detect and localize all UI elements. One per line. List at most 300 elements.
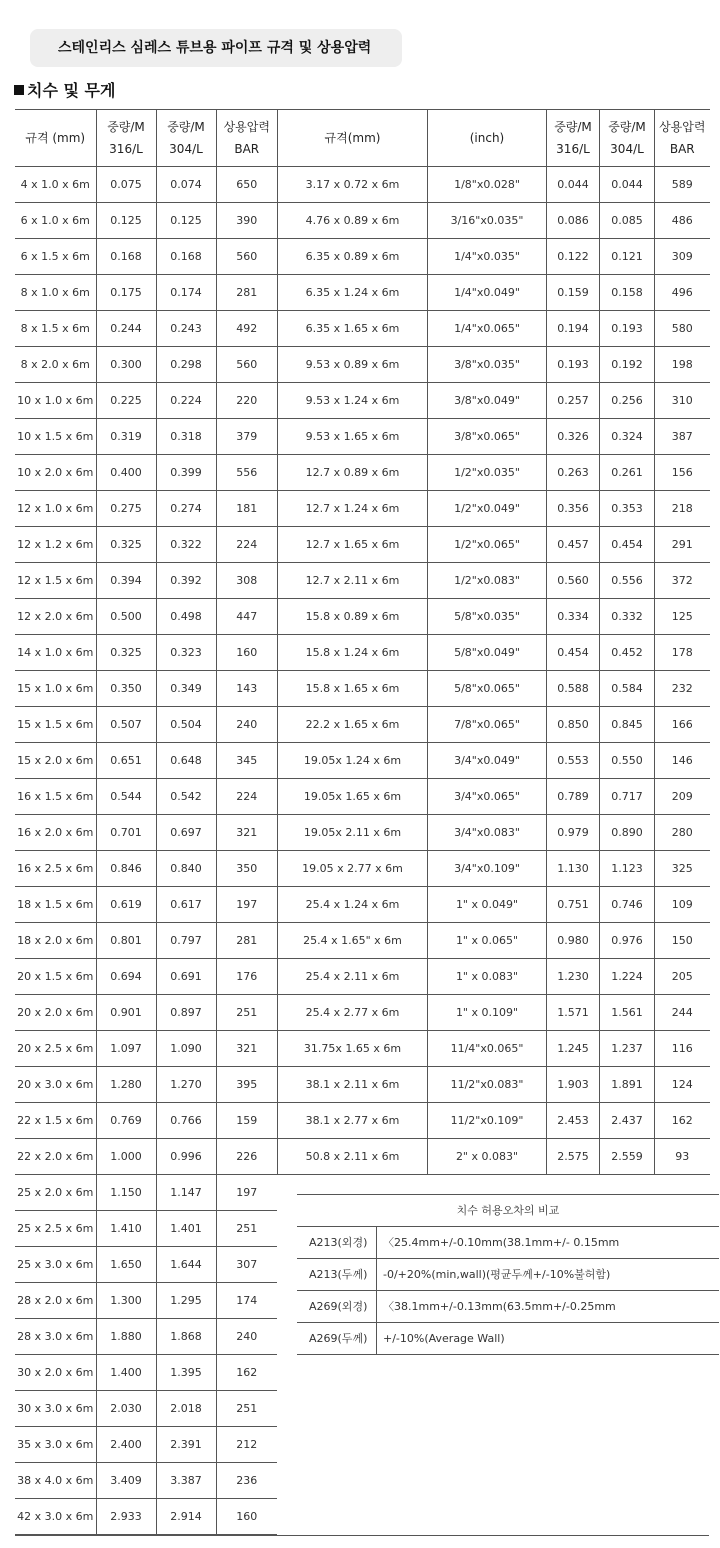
- table-cell: 162: [216, 1355, 277, 1391]
- tolerance-title: 치수 허용오차의 비교: [297, 1194, 719, 1227]
- table-cell: 1/4"x0.049": [428, 275, 547, 311]
- table-cell: 38.1 x 2.77 x 6m: [278, 1103, 428, 1139]
- section-heading: [14, 78, 115, 101]
- table-cell: 226: [216, 1139, 277, 1175]
- table-cell: 387: [655, 419, 710, 455]
- table-cell: 0.086: [547, 203, 600, 239]
- table-row: [278, 347, 710, 383]
- table-row: [15, 743, 277, 779]
- table-cell: 3.409: [96, 1463, 156, 1499]
- table-cell: 0.323: [156, 635, 216, 671]
- table-cell: 0.168: [96, 239, 156, 275]
- table-cell: 1.410: [96, 1211, 156, 1247]
- table-cell: 0.617: [156, 887, 216, 923]
- table-cell: 345: [216, 743, 277, 779]
- table-row: [278, 383, 710, 419]
- table-cell: 50.8 x 2.11 x 6m: [278, 1139, 428, 1175]
- table-cell: 0.648: [156, 743, 216, 779]
- table-row: [15, 1283, 277, 1319]
- table-row: [278, 239, 710, 275]
- table-cell: 5/8"x0.049": [428, 635, 547, 671]
- table-cell: 0.125: [96, 203, 156, 239]
- table-row: [15, 275, 277, 311]
- table-cell: 109: [655, 887, 710, 923]
- table-cell: 0.560: [547, 563, 600, 599]
- table-row: [15, 1211, 277, 1247]
- table-row: [15, 707, 277, 743]
- table-cell: 11/2"x0.109": [428, 1103, 547, 1139]
- table-cell: 321: [216, 815, 277, 851]
- table-cell: 12.7 x 2.11 x 6m: [278, 563, 428, 599]
- table-cell: 166: [655, 707, 710, 743]
- table-row: [278, 815, 710, 851]
- col-header-weight-304l: 중량/M 304/L: [600, 110, 655, 167]
- table-row: [278, 995, 710, 1031]
- table-cell: 1.903: [547, 1067, 600, 1103]
- table-cell: 0.356: [547, 491, 600, 527]
- table-cell: 19.05 x 2.77 x 6m: [278, 851, 428, 887]
- table-cell: 1.097: [96, 1031, 156, 1067]
- table-cell: 25.4 x 2.77 x 6m: [278, 995, 428, 1031]
- col-header-pressure: 상용압력 BAR: [216, 110, 277, 167]
- table-cell: 5/8"x0.035": [428, 599, 547, 635]
- table-row: [15, 815, 277, 851]
- table-cell: 0.324: [600, 419, 655, 455]
- table-row: [15, 959, 277, 995]
- table-cell: 197: [216, 1175, 277, 1211]
- table-cell: 3/4"x0.065": [428, 779, 547, 815]
- table-cell: 0.769: [96, 1103, 156, 1139]
- table-row: [15, 203, 277, 239]
- table-row: [278, 779, 710, 815]
- table-row: [15, 1463, 277, 1499]
- table-cell: 0.399: [156, 455, 216, 491]
- table-cell: 160: [216, 1499, 277, 1535]
- table-cell: 38.1 x 2.11 x 6m: [278, 1067, 428, 1103]
- table-row: [15, 311, 277, 347]
- table-cell: 372: [655, 563, 710, 599]
- table-cell: 0.085: [600, 203, 655, 239]
- table-cell: 16 x 2.0 x 6m: [15, 815, 96, 851]
- table-row: [15, 167, 277, 203]
- table-cell: 31.75x 1.65 x 6m: [278, 1031, 428, 1067]
- table-cell: 1.147: [156, 1175, 216, 1211]
- table-cell: 0.619: [96, 887, 156, 923]
- table-cell: 0.121: [600, 239, 655, 275]
- table-cell: 1" x 0.049": [428, 887, 547, 923]
- tolerance-value: +/-10%(Average Wall): [383, 1332, 505, 1345]
- table-cell: 0.651: [96, 743, 156, 779]
- metric-spec-table: [15, 109, 277, 1535]
- table-cell: 218: [655, 491, 710, 527]
- tolerance-comparison-table: [297, 1194, 719, 1355]
- table-cell: 15 x 1.0 x 6m: [15, 671, 96, 707]
- table-cell: 42 x 3.0 x 6m: [15, 1499, 96, 1535]
- col-header-pressure: 상용압력 BAR: [655, 110, 710, 167]
- table-row: [278, 527, 710, 563]
- table-cell: 156: [655, 455, 710, 491]
- col-header-spec-mm: 규격(mm): [278, 110, 428, 167]
- table-cell: 0.326: [547, 419, 600, 455]
- table-cell: 390: [216, 203, 277, 239]
- table-cell: 1" x 0.109": [428, 995, 547, 1031]
- table-cell: 0.901: [96, 995, 156, 1031]
- table-row: [15, 1139, 277, 1175]
- table-cell: 1.880: [96, 1319, 156, 1355]
- table-cell: 1/2"x0.065": [428, 527, 547, 563]
- table-cell: 22 x 1.5 x 6m: [15, 1103, 96, 1139]
- table-cell: 1.561: [600, 995, 655, 1031]
- table-cell: 0.332: [600, 599, 655, 635]
- table-cell: 0.168: [156, 239, 216, 275]
- table-row: [15, 635, 277, 671]
- table-cell: 1.130: [547, 851, 600, 887]
- table-cell: 0.263: [547, 455, 600, 491]
- table-cell: 0.322: [156, 527, 216, 563]
- table-row: [15, 347, 277, 383]
- table-cell: 0.243: [156, 311, 216, 347]
- table-cell: 251: [216, 1391, 277, 1427]
- table-cell: 1/2"x0.049": [428, 491, 547, 527]
- table-cell: 12.7 x 0.89 x 6m: [278, 455, 428, 491]
- table-row: [15, 491, 277, 527]
- table-header-row: [15, 110, 277, 167]
- table-row: [15, 527, 277, 563]
- table-cell: 0.349: [156, 671, 216, 707]
- table-cell: 0.394: [96, 563, 156, 599]
- table-cell: 0.274: [156, 491, 216, 527]
- table-cell: 12.7 x 1.24 x 6m: [278, 491, 428, 527]
- tolerance-row: [297, 1323, 719, 1355]
- table-cell: 650: [216, 167, 277, 203]
- table-cell: 0.256: [600, 383, 655, 419]
- table-cell: 0.300: [96, 347, 156, 383]
- table-cell: 0.697: [156, 815, 216, 851]
- table-cell: 486: [655, 203, 710, 239]
- table-cell: 0.319: [96, 419, 156, 455]
- table-cell: 224: [216, 779, 277, 815]
- table-cell: 0.224: [156, 383, 216, 419]
- table-cell: 0.751: [547, 887, 600, 923]
- table-row: [278, 419, 710, 455]
- table-row: [278, 311, 710, 347]
- table-cell: 9.53 x 0.89 x 6m: [278, 347, 428, 383]
- table-cell: 240: [216, 707, 277, 743]
- table-cell: 0.074: [156, 167, 216, 203]
- tolerance-value: 〈38.1mm+/-0.13mm(63.5mm+/-0.25mm: [383, 1300, 616, 1313]
- table-row: [278, 887, 710, 923]
- table-cell: 25.4 x 1.65" x 6m: [278, 923, 428, 959]
- table-row: [278, 167, 710, 203]
- table-row: [15, 995, 277, 1031]
- table-cell: 0.325: [96, 527, 156, 563]
- tolerance-value: 〈25.4mm+/-0.10mm(38.1mm+/- 0.15mm: [383, 1236, 620, 1249]
- table-cell: 181: [216, 491, 277, 527]
- table-cell: 12 x 1.2 x 6m: [15, 527, 96, 563]
- table-cell: 1.000: [96, 1139, 156, 1175]
- table-cell: 0.550: [600, 743, 655, 779]
- table-cell: 0.846: [96, 851, 156, 887]
- table-cell: 11/2"x0.083": [428, 1067, 547, 1103]
- table-cell: 0.193: [547, 347, 600, 383]
- table-row: [278, 563, 710, 599]
- table-cell: 14 x 1.0 x 6m: [15, 635, 96, 671]
- table-cell: 0.507: [96, 707, 156, 743]
- table-cell: 162: [655, 1103, 710, 1139]
- table-cell: 0.194: [547, 311, 600, 347]
- table-cell: 19.05x 1.24 x 6m: [278, 743, 428, 779]
- table-cell: 25.4 x 1.24 x 6m: [278, 887, 428, 923]
- table-row: [278, 491, 710, 527]
- table-cell: 6 x 1.5 x 6m: [15, 239, 96, 275]
- table-cell: 1.571: [547, 995, 600, 1031]
- table-cell: 0.542: [156, 779, 216, 815]
- table-cell: 197: [216, 887, 277, 923]
- table-cell: 281: [216, 923, 277, 959]
- table-cell: 0.275: [96, 491, 156, 527]
- table-cell: 310: [655, 383, 710, 419]
- table-cell: 0.392: [156, 563, 216, 599]
- table-cell: 0.353: [600, 491, 655, 527]
- table-cell: 1.280: [96, 1067, 156, 1103]
- table-cell: 3/8"x0.065": [428, 419, 547, 455]
- col-header-spec: 규격 (mm): [15, 110, 96, 167]
- table-cell: 12 x 1.0 x 6m: [15, 491, 96, 527]
- table-cell: 589: [655, 167, 710, 203]
- table-cell: 280: [655, 815, 710, 851]
- table-cell: 2.437: [600, 1103, 655, 1139]
- table-row: [15, 1175, 277, 1211]
- table-cell: 15.8 x 1.24 x 6m: [278, 635, 428, 671]
- tolerance-key: A213(외경): [297, 1227, 377, 1258]
- table-cell: 447: [216, 599, 277, 635]
- table-cell: 2.018: [156, 1391, 216, 1427]
- table-cell: 0.717: [600, 779, 655, 815]
- table-cell: 0.075: [96, 167, 156, 203]
- table-bottom-rule: [15, 1535, 709, 1536]
- table-cell: 1/4"x0.035": [428, 239, 547, 275]
- table-cell: 0.797: [156, 923, 216, 959]
- table-cell: 379: [216, 419, 277, 455]
- col-header-weight-316l: 중량/M 316/L: [547, 110, 600, 167]
- table-cell: 309: [655, 239, 710, 275]
- table-cell: 212: [216, 1427, 277, 1463]
- table-cell: 1.270: [156, 1067, 216, 1103]
- table-row: [15, 599, 277, 635]
- table-cell: 0.701: [96, 815, 156, 851]
- table-cell: 0.845: [600, 707, 655, 743]
- table-cell: 6.35 x 1.65 x 6m: [278, 311, 428, 347]
- table-cell: 1.401: [156, 1211, 216, 1247]
- table-cell: 0.454: [547, 635, 600, 671]
- table-cell: 1/8"x0.028": [428, 167, 547, 203]
- table-cell: 10 x 2.0 x 6m: [15, 455, 96, 491]
- table-cell: 395: [216, 1067, 277, 1103]
- table-cell: 0.850: [547, 707, 600, 743]
- table-cell: 0.334: [547, 599, 600, 635]
- table-cell: 240: [216, 1319, 277, 1355]
- table-row: [278, 671, 710, 707]
- table-cell: 20 x 1.5 x 6m: [15, 959, 96, 995]
- table-cell: 1/4"x0.065": [428, 311, 547, 347]
- table-cell: 30 x 3.0 x 6m: [15, 1391, 96, 1427]
- table-cell: 2" x 0.083": [428, 1139, 547, 1175]
- table-cell: 0.174: [156, 275, 216, 311]
- table-row: [15, 1319, 277, 1355]
- table-cell: 160: [216, 635, 277, 671]
- table-row: [15, 1391, 277, 1427]
- table-cell: 1.644: [156, 1247, 216, 1283]
- table-row: [278, 1139, 710, 1175]
- table-cell: 28 x 3.0 x 6m: [15, 1319, 96, 1355]
- table-cell: 16 x 2.5 x 6m: [15, 851, 96, 887]
- col-header-weight-316l: 중량/M 316/L: [96, 110, 156, 167]
- table-cell: 20 x 2.0 x 6m: [15, 995, 96, 1031]
- table-cell: 198: [655, 347, 710, 383]
- col-header-inch: (inch): [428, 110, 547, 167]
- table-row: [278, 1103, 710, 1139]
- table-cell: 560: [216, 347, 277, 383]
- table-cell: 325: [655, 851, 710, 887]
- table-cell: 0.244: [96, 311, 156, 347]
- table-cell: 0.193: [600, 311, 655, 347]
- table-cell: 308: [216, 563, 277, 599]
- table-cell: 2.030: [96, 1391, 156, 1427]
- table-row: [15, 419, 277, 455]
- table-cell: 350: [216, 851, 277, 887]
- table-cell: 0.225: [96, 383, 156, 419]
- table-cell: 2.400: [96, 1427, 156, 1463]
- table-cell: 0.766: [156, 1103, 216, 1139]
- table-cell: 3/4"x0.049": [428, 743, 547, 779]
- table-cell: 1.090: [156, 1031, 216, 1067]
- table-cell: 244: [655, 995, 710, 1031]
- table-cell: 22 x 2.0 x 6m: [15, 1139, 96, 1175]
- table-cell: 10 x 1.0 x 6m: [15, 383, 96, 419]
- table-cell: 0.125: [156, 203, 216, 239]
- table-cell: 3/8"x0.049": [428, 383, 547, 419]
- table-cell: 1.868: [156, 1319, 216, 1355]
- table-cell: 3/8"x0.035": [428, 347, 547, 383]
- table-cell: 1" x 0.065": [428, 923, 547, 959]
- table-cell: 22.2 x 1.65 x 6m: [278, 707, 428, 743]
- tolerance-value: -0/+20%(min,wall)(평균두께+/-10%불허함): [383, 1268, 611, 1281]
- table-cell: 15 x 1.5 x 6m: [15, 707, 96, 743]
- table-row: [15, 1355, 277, 1391]
- table-cell: 224: [216, 527, 277, 563]
- table-cell: 1.295: [156, 1283, 216, 1319]
- table-row: [15, 779, 277, 815]
- table-cell: 0.175: [96, 275, 156, 311]
- table-cell: 0.897: [156, 995, 216, 1031]
- table-cell: 125: [655, 599, 710, 635]
- table-cell: 16 x 1.5 x 6m: [15, 779, 96, 815]
- table-cell: 1" x 0.083": [428, 959, 547, 995]
- table-cell: 0.694: [96, 959, 156, 995]
- table-cell: 0.457: [547, 527, 600, 563]
- table-cell: 93: [655, 1139, 710, 1175]
- table-cell: 1.650: [96, 1247, 156, 1283]
- table-cell: 8 x 1.0 x 6m: [15, 275, 96, 311]
- table-cell: 1.245: [547, 1031, 600, 1067]
- table-cell: 8 x 1.5 x 6m: [15, 311, 96, 347]
- table-cell: 580: [655, 311, 710, 347]
- table-cell: 0.504: [156, 707, 216, 743]
- table-cell: 174: [216, 1283, 277, 1319]
- table-cell: 5/8"x0.065": [428, 671, 547, 707]
- table-row: [15, 1499, 277, 1535]
- table-row: [15, 1031, 277, 1067]
- table-cell: 0.122: [547, 239, 600, 275]
- table-row: [15, 851, 277, 887]
- table-row: [15, 1427, 277, 1463]
- table-cell: 0.789: [547, 779, 600, 815]
- table-cell: 12.7 x 1.65 x 6m: [278, 527, 428, 563]
- table-cell: 15.8 x 0.89 x 6m: [278, 599, 428, 635]
- table-cell: 9.53 x 1.24 x 6m: [278, 383, 428, 419]
- table-cell: 0.350: [96, 671, 156, 707]
- table-cell: 281: [216, 275, 277, 311]
- page-title: 스테인리스 심레스 튜브용 파이프 규격 및 상용압력: [30, 29, 402, 67]
- table-row: [15, 239, 277, 275]
- table-cell: 496: [655, 275, 710, 311]
- table-cell: 251: [216, 995, 277, 1031]
- table-cell: 0.584: [600, 671, 655, 707]
- table-cell: 0.452: [600, 635, 655, 671]
- table-cell: 150: [655, 923, 710, 959]
- table-cell: 2.391: [156, 1427, 216, 1463]
- table-cell: 25 x 2.5 x 6m: [15, 1211, 96, 1247]
- table-cell: 10 x 1.5 x 6m: [15, 419, 96, 455]
- table-row: [15, 1247, 277, 1283]
- tolerance-key: A269(외경): [297, 1291, 377, 1322]
- table-row: [278, 275, 710, 311]
- table-cell: 11/4"x0.065": [428, 1031, 547, 1067]
- table-cell: 18 x 2.0 x 6m: [15, 923, 96, 959]
- table-cell: 1.891: [600, 1067, 655, 1103]
- table-cell: 3/4"x0.109": [428, 851, 547, 887]
- table-cell: 1.395: [156, 1355, 216, 1391]
- table-cell: 0.746: [600, 887, 655, 923]
- table-cell: 25.4 x 2.11 x 6m: [278, 959, 428, 995]
- table-cell: 0.996: [156, 1139, 216, 1175]
- table-cell: 7/8"x0.065": [428, 707, 547, 743]
- tolerance-key: A269(두께): [297, 1323, 377, 1354]
- table-row: [278, 851, 710, 887]
- table-cell: 0.544: [96, 779, 156, 815]
- table-row: [15, 887, 277, 923]
- table-cell: 556: [216, 455, 277, 491]
- table-cell: 0.801: [96, 923, 156, 959]
- table-row: [15, 1067, 277, 1103]
- table-cell: 2.575: [547, 1139, 600, 1175]
- table-cell: 205: [655, 959, 710, 995]
- table-row: [278, 707, 710, 743]
- table-cell: 6.35 x 0.89 x 6m: [278, 239, 428, 275]
- table-row: [15, 383, 277, 419]
- table-cell: 0.044: [547, 167, 600, 203]
- table-cell: 0.454: [600, 527, 655, 563]
- table-cell: 0.298: [156, 347, 216, 383]
- tolerance-row: [297, 1227, 719, 1259]
- table-cell: 0.044: [600, 167, 655, 203]
- table-cell: 0.556: [600, 563, 655, 599]
- table-cell: 2.914: [156, 1499, 216, 1535]
- table-cell: 2.453: [547, 1103, 600, 1139]
- table-cell: 492: [216, 311, 277, 347]
- table-cell: 28 x 2.0 x 6m: [15, 1283, 96, 1319]
- table-row: [278, 743, 710, 779]
